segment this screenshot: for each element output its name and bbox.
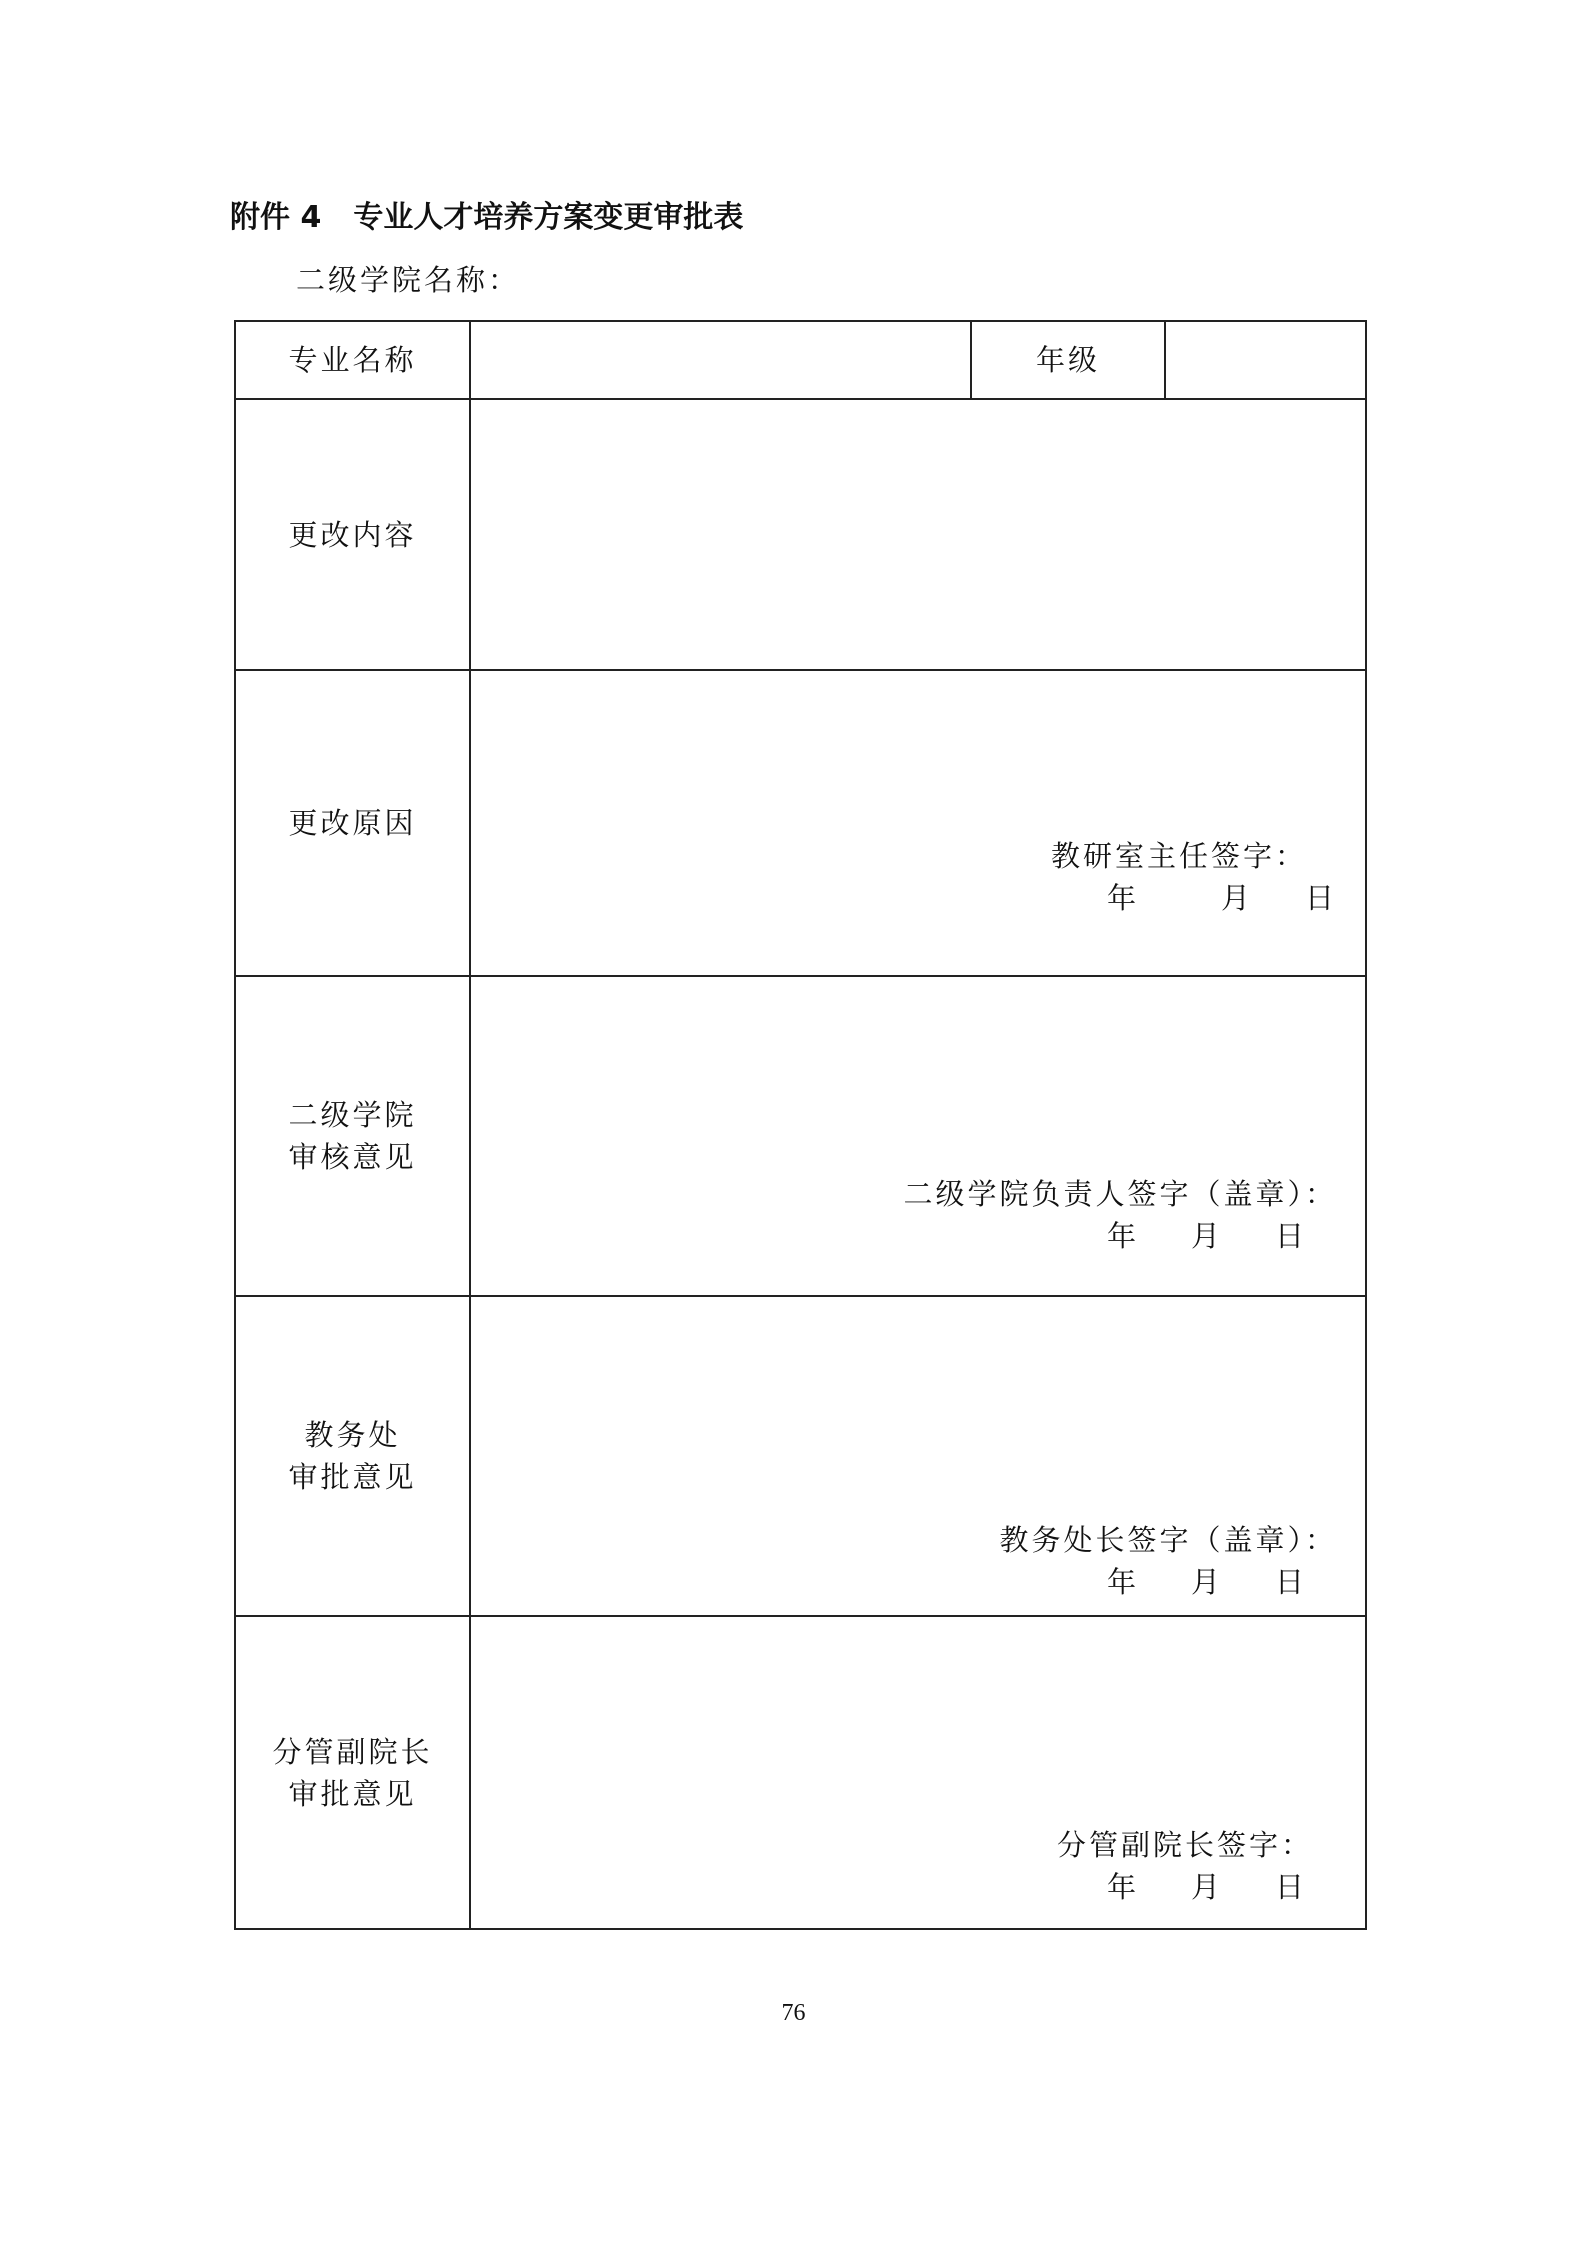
vice-president-label-line-2: 审批意见 <box>288 1776 417 1811</box>
grade-field[interactable] <box>1165 321 1366 399</box>
academic-affairs-label-line-1: 教务处 <box>304 1418 401 1452</box>
change-content-label-text: 更改内容 <box>288 517 417 552</box>
college-review-field[interactable] <box>470 976 1366 1296</box>
academic-affairs-label <box>235 1296 470 1616</box>
signature-label: 教研室主任签字： <box>1050 839 1307 873</box>
major-name-field[interactable] <box>470 321 971 399</box>
signature-label: 分管副院长签字： <box>1056 1828 1313 1862</box>
date-year: 年 <box>1106 881 1139 915</box>
major-grade-row <box>235 321 1366 399</box>
signature-label: 教务处长签字（盖章）： <box>999 1523 1337 1557</box>
change-content-row <box>235 399 1366 670</box>
date-month: 月 <box>1190 1870 1223 1904</box>
teaching-director-signature <box>1051 835 1337 919</box>
vice-president-label <box>235 1616 470 1929</box>
date-day: 日 <box>1304 881 1337 915</box>
attachment-label: 附件 4 <box>230 200 322 235</box>
college-review-label <box>235 976 470 1296</box>
college-name-label: 二级学院名称： <box>296 263 521 297</box>
vice-president-row <box>235 1616 1366 1929</box>
signature-label: 二级学院负责人签字（盖章）： <box>903 1177 1337 1211</box>
date-month: 月 <box>1190 1219 1223 1253</box>
change-reason-label <box>235 670 470 976</box>
page-title <box>230 192 743 236</box>
academic-affairs-label-line-2: 审批意见 <box>288 1460 417 1494</box>
academic-affairs-director-signature <box>999 1519 1337 1603</box>
approval-form-table <box>234 320 1367 1930</box>
vice-president-label-line-1: 分管副院长 <box>272 1734 433 1769</box>
date-month: 月 <box>1190 1565 1223 1599</box>
signature-date <box>903 1215 1307 1257</box>
change-content-label <box>235 399 470 670</box>
change-reason-row <box>235 670 1366 976</box>
academic-affairs-field[interactable] <box>470 1296 1366 1616</box>
signature-date <box>1057 1866 1307 1908</box>
change-content-field[interactable] <box>470 399 1366 670</box>
vice-president-signature <box>1056 1824 1313 1908</box>
date-month: 月 <box>1220 881 1253 915</box>
date-day: 日 <box>1274 1870 1307 1904</box>
form-title: 专业人才培养方案变更审批表 <box>353 200 744 235</box>
major-name-label: 专业名称 <box>235 321 470 399</box>
college-review-label-line-1: 二级学院 <box>288 1098 417 1132</box>
signature-date <box>1051 877 1337 919</box>
college-head-signature <box>903 1173 1337 1257</box>
page-number: 76 <box>781 2000 806 2026</box>
change-reason-field[interactable] <box>470 670 1366 976</box>
date-day: 日 <box>1274 1219 1307 1253</box>
academic-affairs-row <box>235 1296 1366 1616</box>
signature-date <box>999 1561 1307 1603</box>
college-review-row <box>235 976 1366 1296</box>
college-review-label-line-2: 审核意见 <box>288 1140 417 1174</box>
date-year: 年 <box>1106 1565 1139 1599</box>
date-year: 年 <box>1106 1870 1139 1904</box>
grade-label: 年级 <box>971 321 1165 399</box>
vice-president-field[interactable] <box>470 1616 1366 1929</box>
change-reason-label-text: 更改原因 <box>288 806 417 840</box>
date-day: 日 <box>1274 1565 1307 1599</box>
date-year: 年 <box>1106 1219 1139 1253</box>
